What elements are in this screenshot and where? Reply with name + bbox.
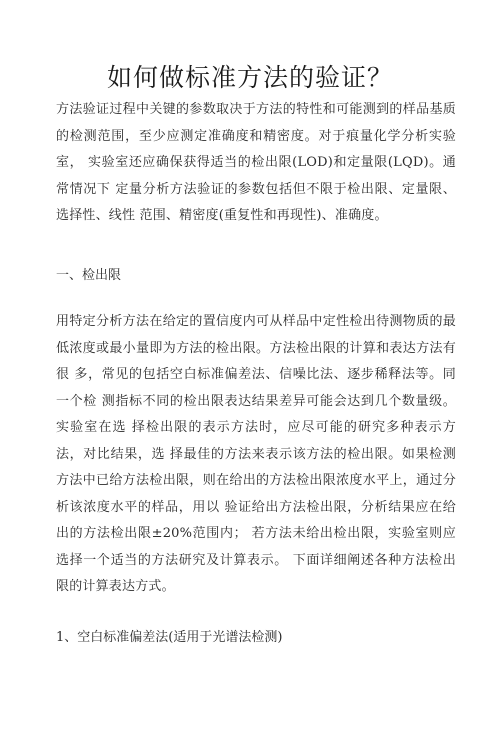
intro-paragraph: 方法验证过程中关键的参数取决于方法的特性和可能测到的样品基质 的检测范围，至少应测定准确度和精密度。对于痕量化学分析实验室， 实验室还应确保获得适当的检出限(LOD)和定量限(LQD)。通常情况下 定量分析方法验证的参数包括但不限于检出限、定量限、选择性、线性 范围、精密度(重复性和再现性)、准确度。 [56,102,456,223]
section-heading-detection-limit: 一、检出限 [56,268,122,283]
subsection-heading-blank-std-dev: 1、空白标准偏差法(适用于光谱法检测) [56,630,283,645]
document-title: 如何做标准方法的验证？ [106,63,393,92]
detection-limit-paragraph: 用特定分析方法在给定的置信度内可从样品中定性检出待测物质的最 低浓度或最小量即为方法的检出限。方法检出限的计算和表达方法有很 多，常见的包括空白标准偏差法、信噪比法、逐步稀释法等。同一个检 测指标不同的检出限表达结果差异可能会达到几个数量级。实验室在选 择检出限的表示方法时，应尽可能的研究多种表示方法，对比结果，选 择最佳的方法来表示该方法的检出限。如果检测方法中已给方法检出限，则在给出的方法检出限浓度水平上，通过分析该浓度水平的样品，用以 验证给出方法检出限，分析结果应在给出的方法检出限±20%范围内； 若方法未给出检出限，实验室则应选择一个适当的方法研究及计算表示。 下面详细阐述各种方法检出限的计算表达方式。 [56,314,456,594]
